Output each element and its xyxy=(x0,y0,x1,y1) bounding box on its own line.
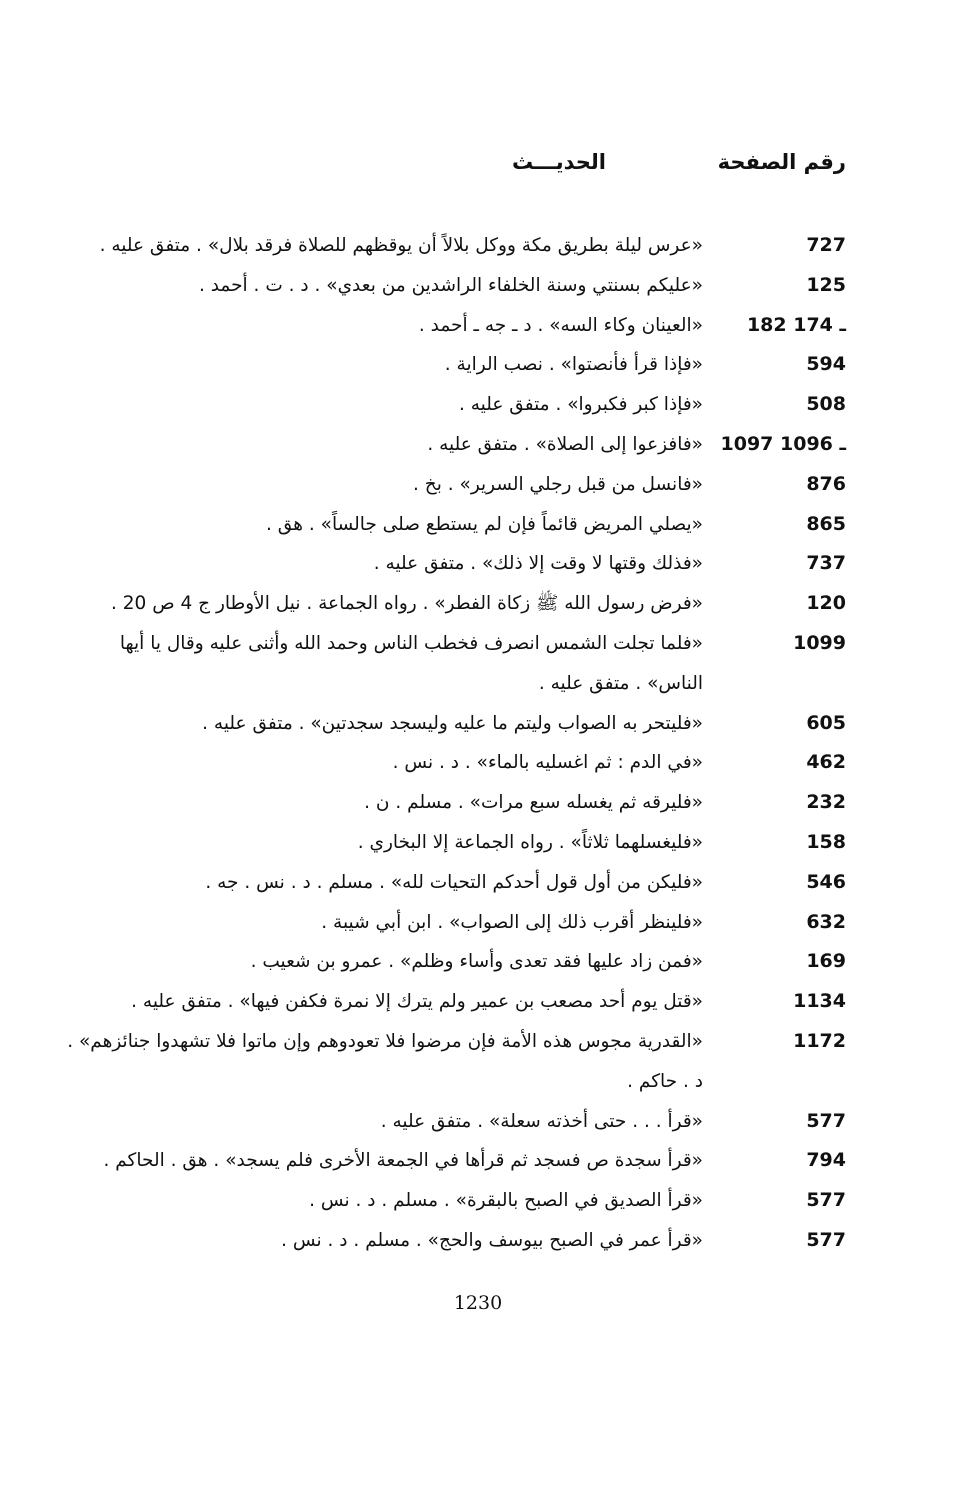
entry-page-number: 737 xyxy=(806,552,846,575)
entry-hadith-text: «فلما تجلت الشمس انصرف فخطب الناس وحمد الله وأثنى عليه وقال يا أيها الناس» . متفق عليه . xyxy=(119,632,703,694)
entry-hadith-text: «يصلي المريض قائماً فإن لم يستطع صلى جالساً» . هق . xyxy=(266,513,703,535)
entry-hadith-text: «فذلك وقتها لا وقت إلا ذلك» . متفق عليه . xyxy=(373,553,703,575)
entry-hadith-text: «فليكن من أول قول أحدكم التحيات لله» . مسلم . د . نس . جه . xyxy=(205,871,703,893)
list-item xyxy=(60,425,846,465)
list-item xyxy=(60,942,846,982)
list-item xyxy=(60,704,846,744)
entry-hadith-text: «فليرقه ثم يغسله سبع مرات» . مسلم . ن . xyxy=(364,792,703,814)
entry-page-number: 462 xyxy=(806,751,846,774)
entry-page-number: 125 xyxy=(806,273,846,296)
entry-page-number: 158 xyxy=(806,830,846,853)
list-item xyxy=(60,982,846,1022)
entry-page-number: 577 xyxy=(806,1228,846,1251)
list-item xyxy=(60,1181,846,1221)
entry-hadith-text: «فرض رسول الله ﷺ زكاة الفطر» . رواه الجماعة . نيل الأوطار ج 4 ص 20 . xyxy=(111,593,703,615)
list-item xyxy=(60,465,846,505)
entry-hadith-text: «فإذا كبر فكبروا» . متفق عليه . xyxy=(458,394,703,416)
list-item xyxy=(60,1141,846,1181)
entry-page-number: 120 xyxy=(806,592,846,615)
entry-hadith-text: «فافزعوا إلى الصلاة» . متفق عليه . xyxy=(427,433,703,455)
entry-page-number: 594 xyxy=(806,353,846,376)
list-item xyxy=(60,226,846,266)
entry-page-number: 577 xyxy=(806,1109,846,1132)
entry-page-number: 727 xyxy=(806,234,846,256)
entry-page-number: 794 xyxy=(806,1149,846,1172)
hadith-index-list xyxy=(60,226,846,1261)
page-number: 1230 xyxy=(453,1292,503,1314)
list-item xyxy=(60,266,846,306)
list-item xyxy=(60,743,846,783)
entry-hadith-text: «فليغسلهما ثلاثاً» . رواه الجماعة إلا البخاري . xyxy=(357,831,703,853)
entry-page-number: 1172 xyxy=(793,1029,846,1052)
page-number-column-header: رقم الصفحة xyxy=(717,150,846,174)
entry-page-number: 1134 xyxy=(793,990,846,1013)
entry-hadith-text: «قتل يوم أحد مصعب بن عمير ولم يترك إلا نمرة فكفن فيها» . متفق عليه . xyxy=(131,991,703,1013)
entry-hadith-text: «قرأ سجدة ص فسجد ثم قرأها في الجمعة الأخرى فلم يسجد» . هق . الحاكم . xyxy=(103,1150,703,1172)
list-item xyxy=(60,1102,846,1142)
entry-hadith-text: «فلينظر أقرب ذلك إلى الصواب» . ابن أبي شيبة . xyxy=(321,911,703,933)
entry-page-number: 182 ـ 174 xyxy=(746,313,846,336)
list-item xyxy=(60,544,846,584)
entry-hadith-text: «العينان وكاء السه» . د ـ جه ـ أحمد . xyxy=(418,314,703,336)
list-item xyxy=(60,863,846,903)
list-item xyxy=(60,505,846,545)
list-item xyxy=(60,1221,846,1261)
entry-page-number: 865 xyxy=(806,512,846,535)
entry-page-number: 577 xyxy=(806,1189,846,1212)
entry-hadith-text: «قرأ . . . حتى أخذته سعلة» . متفق عليه . xyxy=(380,1110,703,1132)
entry-page-number: 876 xyxy=(806,472,846,495)
list-item xyxy=(60,624,846,704)
entry-page-number: 232 xyxy=(806,791,846,814)
list-item xyxy=(60,903,846,943)
entry-hadith-text: «عرس ليلة بطريق مكة ووكل بلالاً أن يوقظهم للصلاة فرقد بلال» . متفق عليه . xyxy=(99,235,703,256)
entry-hadith-text: «عليكم بسنتي وسنة الخلفاء الراشدين من بعدي» . د . ت . أحمد . xyxy=(198,274,703,296)
entry-page-number: 546 xyxy=(806,870,846,893)
entry-hadith-text: «فليتحر به الصواب وليتم ما عليه وليسجد سجدتين» . متفق عليه . xyxy=(202,712,703,734)
table-header xyxy=(60,150,846,190)
entry-page-number: 1099 xyxy=(793,631,846,654)
entry-hadith-text: «في الدم : ثم اغسليه بالماء» . د . نس . xyxy=(392,752,703,774)
entry-hadith-text: «قرأ عمر في الصبح بيوسف والحج» . مسلم . د . نس . xyxy=(281,1229,703,1251)
entry-hadith-text: «فانسل من قبل رجلي السرير» . بخ . xyxy=(413,473,703,495)
hadith-column-header: الحديـــث xyxy=(512,150,606,174)
entry-page-number: 605 xyxy=(806,711,846,734)
list-item xyxy=(60,345,846,385)
list-item xyxy=(60,823,846,863)
entry-hadith-text: «القدرية مجوس هذه الأمة فإن مرضوا فلا تعودوهم وإن ماتوا فلا تشهدوا جنائزهم» . د . حاكم . xyxy=(67,1030,703,1092)
entry-hadith-text: «فإذا قرأ فأنصتوا» . نصب الراية . xyxy=(444,354,703,376)
list-item xyxy=(60,306,846,346)
entry-page-number: 1097 ـ 1096 xyxy=(720,432,846,455)
entry-page-number: 169 xyxy=(806,950,846,973)
list-item xyxy=(60,1022,846,1102)
list-item xyxy=(60,385,846,425)
entry-page-number: 632 xyxy=(806,910,846,933)
list-item xyxy=(60,584,846,624)
entry-page-number: 508 xyxy=(806,393,846,416)
entry-hadith-text: «قرأ الصديق في الصبح بالبقرة» . مسلم . د . نس . xyxy=(309,1190,703,1212)
entry-hadith-text: «فمن زاد عليها فقد تعدى وأساء وظلم» . عمرو بن شعيب . xyxy=(250,951,703,973)
list-item xyxy=(60,783,846,823)
